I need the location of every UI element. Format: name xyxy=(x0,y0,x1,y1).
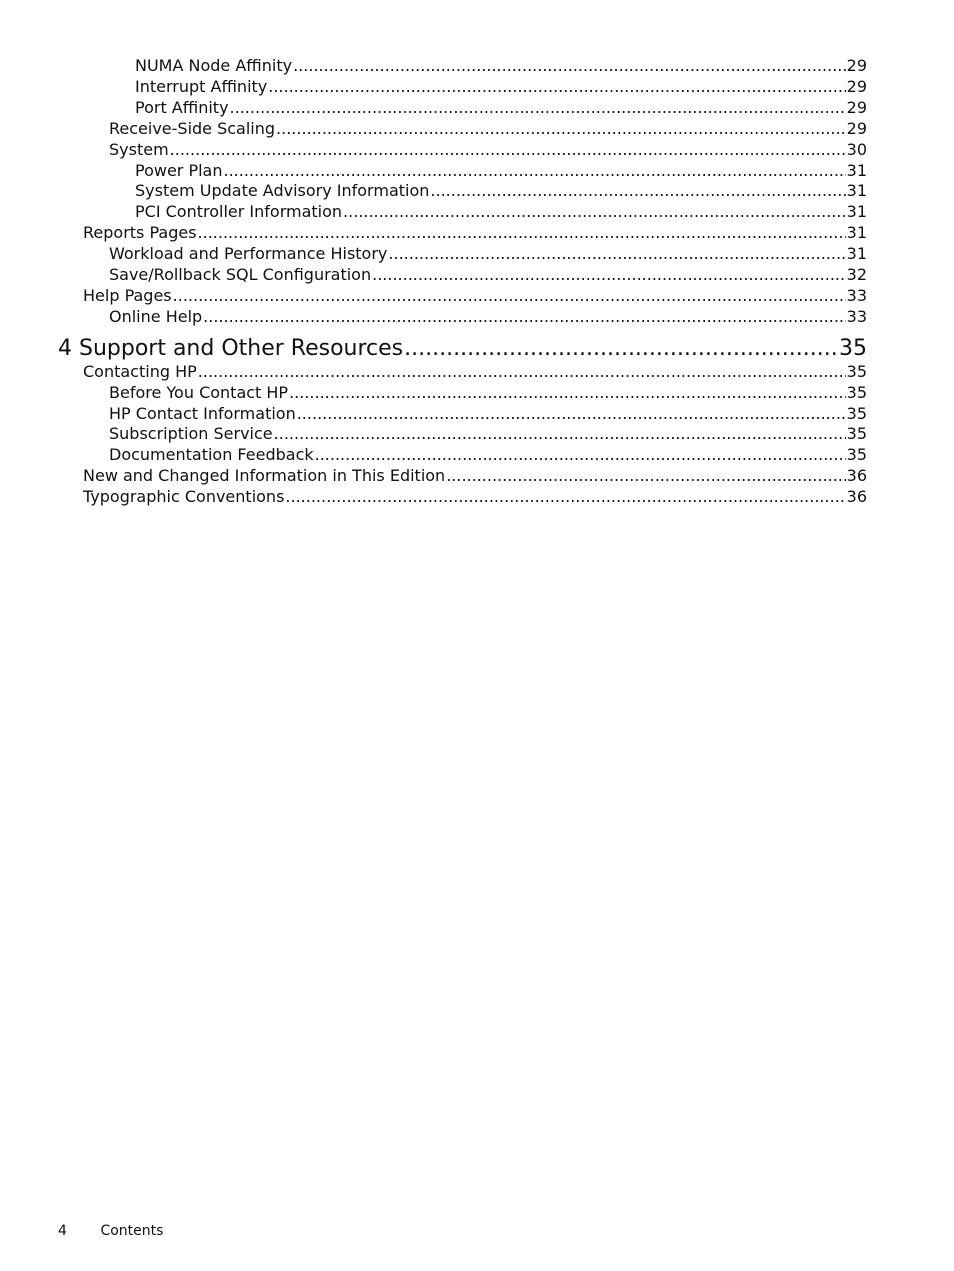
toc-entry-page-number: 29 xyxy=(846,76,867,96)
toc-entry-page-number: 35 xyxy=(846,403,867,423)
toc-entry[interactable] xyxy=(109,445,867,465)
toc-entry-label: Online Help xyxy=(109,306,203,326)
toc-entry-label: Typographic Conventions xyxy=(83,487,285,507)
page-footer xyxy=(58,1222,163,1240)
toc-dot-leader xyxy=(388,244,845,264)
toc-dot-leader xyxy=(276,119,846,139)
toc-dot-leader xyxy=(293,56,846,76)
toc-entry-page-number: 31 xyxy=(846,160,867,180)
toc-entry[interactable] xyxy=(109,140,867,160)
toc-entry-page-number: 33 xyxy=(846,306,867,326)
toc-entry[interactable] xyxy=(135,202,867,222)
toc-entry-page-number: 29 xyxy=(846,56,867,75)
toc-entry-page-number: 36 xyxy=(846,466,867,486)
toc-entry-label: 4 Support and Other Resources xyxy=(58,335,404,361)
toc-entry-page-number: 35 xyxy=(846,424,867,444)
toc-entry[interactable] xyxy=(135,181,867,201)
toc-entry-label: Workload and Performance History xyxy=(109,244,388,264)
toc-entry-label: New and Changed Information in This Edition xyxy=(83,466,446,486)
toc-entry-label: Documentation Feedback xyxy=(109,445,314,465)
toc-entry[interactable] xyxy=(83,223,867,243)
toc-dot-leader xyxy=(289,383,846,403)
toc-entry-label: Receive-Side Scaling xyxy=(109,118,276,138)
toc-entry-label: System Update Advisory Information xyxy=(135,181,430,201)
toc-entry[interactable] xyxy=(83,286,867,306)
toc-entry-label: Save/Rollback SQL Configuration xyxy=(109,265,372,284)
toc-entry-page-number: 29 xyxy=(846,97,867,117)
toc-entry[interactable] xyxy=(109,424,867,444)
toc-entry[interactable] xyxy=(109,307,867,327)
toc-dot-leader xyxy=(198,223,846,243)
toc-dot-leader xyxy=(297,404,846,424)
toc-dot-leader xyxy=(203,307,845,327)
toc-entry[interactable] xyxy=(83,466,867,486)
toc-entry-page-number: 35 xyxy=(846,445,867,465)
toc-entry-page-number: 30 xyxy=(846,139,867,159)
toc-entry-label: PCI Controller Information xyxy=(135,202,343,222)
toc-entry-page-number: 31 xyxy=(846,244,867,264)
toc-entry-label: System xyxy=(109,139,169,159)
toc-entry-page-number: 35 xyxy=(846,361,867,381)
toc-dot-leader xyxy=(198,362,846,382)
toc-entry-label: Interrupt Affinity xyxy=(135,76,268,96)
toc-entry-page-number: 31 xyxy=(846,223,867,243)
toc-dot-leader xyxy=(170,140,846,160)
toc-entry-label: Before You Contact HP xyxy=(109,382,289,402)
toc-entry-page-number: 29 xyxy=(846,118,867,138)
toc-entry-label: Subscription Service xyxy=(109,424,273,444)
toc-dot-leader xyxy=(315,445,846,465)
toc-dot-leader xyxy=(274,424,846,444)
toc-entry[interactable] xyxy=(109,404,867,424)
toc-dot-leader xyxy=(430,181,845,201)
toc-entry-page-number: 31 xyxy=(846,181,867,201)
toc-entry-label: NUMA Node Affinity xyxy=(135,56,293,75)
toc-dot-leader xyxy=(230,98,846,118)
toc-dot-leader xyxy=(268,77,845,97)
toc-entry[interactable] xyxy=(135,77,867,97)
toc-entry[interactable] xyxy=(135,161,867,181)
toc-entry[interactable] xyxy=(83,487,867,507)
toc-entry-label: Help Pages xyxy=(83,285,172,305)
toc-entry-label: Power Plan xyxy=(135,160,223,180)
toc-entry-page-number: 31 xyxy=(846,202,867,222)
footer-page-number: 4 xyxy=(58,1223,67,1239)
toc-entry-label: Contacting HP xyxy=(83,361,197,381)
toc-entry[interactable] xyxy=(109,265,867,285)
toc-dot-leader xyxy=(173,286,846,306)
toc-entry[interactable] xyxy=(83,362,867,382)
toc-entry-page-number: 36 xyxy=(846,487,867,507)
toc-dot-leader xyxy=(404,335,838,363)
toc-dot-leader xyxy=(446,466,845,486)
toc-dot-leader xyxy=(343,202,846,222)
toc-entry[interactable] xyxy=(109,119,867,139)
toc-entry[interactable] xyxy=(135,56,867,76)
toc-entry-page-number: 33 xyxy=(846,285,867,305)
toc-entry[interactable] xyxy=(109,383,867,403)
footer-section-title: Contents xyxy=(100,1223,164,1239)
toc-entry-page-number: 35 xyxy=(839,335,867,361)
toc-dot-leader xyxy=(285,487,845,507)
toc-entry-label: Reports Pages xyxy=(83,223,197,243)
toc-entry-page-number: 35 xyxy=(846,382,867,402)
toc-entry-page-number: 32 xyxy=(846,265,867,284)
toc-entry-label: HP Contact Information xyxy=(109,403,296,423)
toc-dot-leader xyxy=(372,265,846,285)
toc-chapter-entry[interactable] xyxy=(58,335,867,363)
toc-entry[interactable] xyxy=(109,244,867,264)
toc-entry[interactable] xyxy=(135,98,867,118)
toc-entry-label: Port Affinity xyxy=(135,97,229,117)
toc-dot-leader xyxy=(224,161,846,181)
